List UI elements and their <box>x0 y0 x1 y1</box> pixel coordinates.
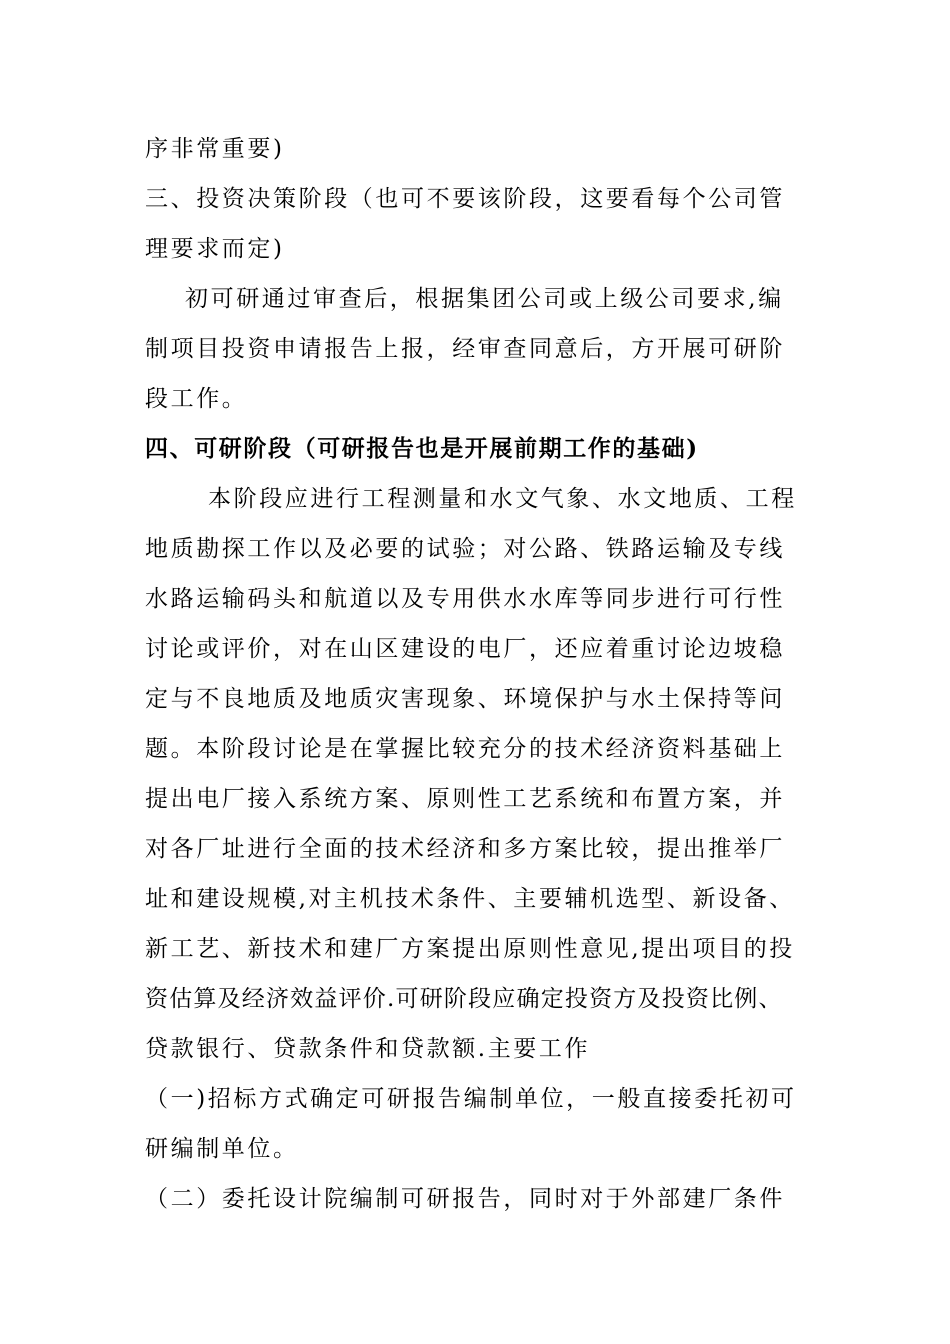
list-item-1-line-1: （一)招标方式确定可研报告编制单位，一般直接委托初可 <box>145 1086 797 1112</box>
list-item-2-line-1: （二）委托设计院编制可研报告，同时对于外部建厂条件 <box>145 1186 785 1212</box>
paragraph-line-12: 定与不良地质及地质灾害现象、环境保护与水土保持等问 <box>145 686 785 712</box>
paragraph-line-13: 题。本阶段讨论是在掌握比较充分的技术经济资料基础上 <box>145 736 785 762</box>
paragraph-line-16: 址和建设规模,对主机技术条件、主要辅机选型、新设备、 <box>145 886 795 912</box>
paragraph-line-4: 初可研通过审查后，根据集团公司或上级公司要求,编 <box>185 286 784 312</box>
paragraph-line-14: 提出电厂接入系统方案、原则性工艺系统和布置方案，并 <box>145 786 785 812</box>
paragraph-line-15: 对各厂址进行全面的技术经济和多方案比较，提出推举厂 <box>145 836 785 862</box>
text-line-1: 序非常重要) <box>145 136 285 162</box>
paragraph-line-6: 段工作。 <box>145 386 248 412</box>
section-heading-4: 四、可研阶段（可研报告也是开展前期工作的基础) <box>145 435 699 462</box>
paragraph-line-17: 新工艺、新技术和建厂方案提出原则性意见,提出项目的投 <box>145 936 795 962</box>
paragraph-line-10: 水路运输码头和航道以及专用供水水库等同步进行可行性 <box>145 586 785 612</box>
paragraph-line-18: 资估算及经济效益评价.可研阶段应确定投资方及投资比例、 <box>145 986 783 1012</box>
paragraph-line-9: 地质勘探工作以及必要的试验；对公路、铁路运输及专线 <box>145 536 785 562</box>
text-line-3: 理要求而定) <box>145 236 285 262</box>
paragraph-line-19: 贷款银行、贷款条件和贷款额.主要工作 <box>145 1036 591 1062</box>
list-item-1-line-2: 研编制单位。 <box>145 1136 299 1162</box>
paragraph-line-8: 本阶段应进行工程测量和水文气象、水文地质、工程 <box>208 486 797 512</box>
paragraph-line-11: 讨论或评价，对在山区建设的电厂，还应着重讨论边坡稳 <box>145 636 785 662</box>
section-heading-3: 三、投资决策阶段（也可不要该阶段，这要看每个公司管 <box>145 186 785 212</box>
paragraph-line-5: 制项目投资申请报告上报，经审查同意后，方开展可研阶 <box>145 336 785 362</box>
